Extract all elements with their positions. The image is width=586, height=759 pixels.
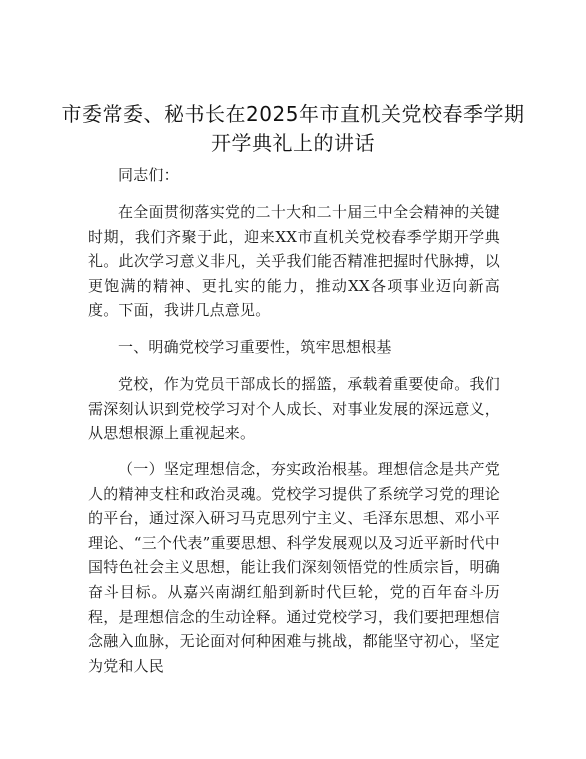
section-heading-1: 一、明确党校学习重要性，筑牢思想根基 [118,338,392,356]
intro-paragraph: 在全面贯彻落实党的二十大和二十届三中全会精神的关键时期，我们齐聚于此，迎来XX市直机关党校春季学期开学典礼。此次学习意义非凡，关乎我们能否精准把握时代脉搏，以更饱满的精神、更扎实的能力，推动XX各项事业迈向新高度。下面，我讲几点意见。 [88,203,500,320]
section-1-paragraph: 党校，作为党员干部成长的摇篮，承载着重要使命。我们需深刻认识到党校学习对个人成长、对事业发展的深远意义，从思想根源上重视起来。 [88,375,500,443]
document-title: 市委常委、秘书长在2025年市直机关党校春季学期开学典礼上的讲话 [61,102,525,155]
greeting-line: 同志们： [118,166,179,184]
subsection-1-paragraph: （一）坚定理想信念，夯实政治根基。理想信念是共产党人的精神支柱和政治灵魂。党校学习提供了系统学习党的理论的平台，通过深入研习马克思列宁主义、毛泽东思想、邓小平理论、“三个代表”重要思想、科学发展观以及习近平新时代中国特色社会主义思想，能让我们深刻领悟党的性质宗旨，明确奋斗目标。从嘉兴南湖红船到新时代巨轮，党的百年奋斗历程，是理想信念的生动诠释。通过党校学习，我们要把理想信念融入血脉，无论面对何种困难与挑战，都能坚守初心，坚定为党和人民 [88,460,500,675]
